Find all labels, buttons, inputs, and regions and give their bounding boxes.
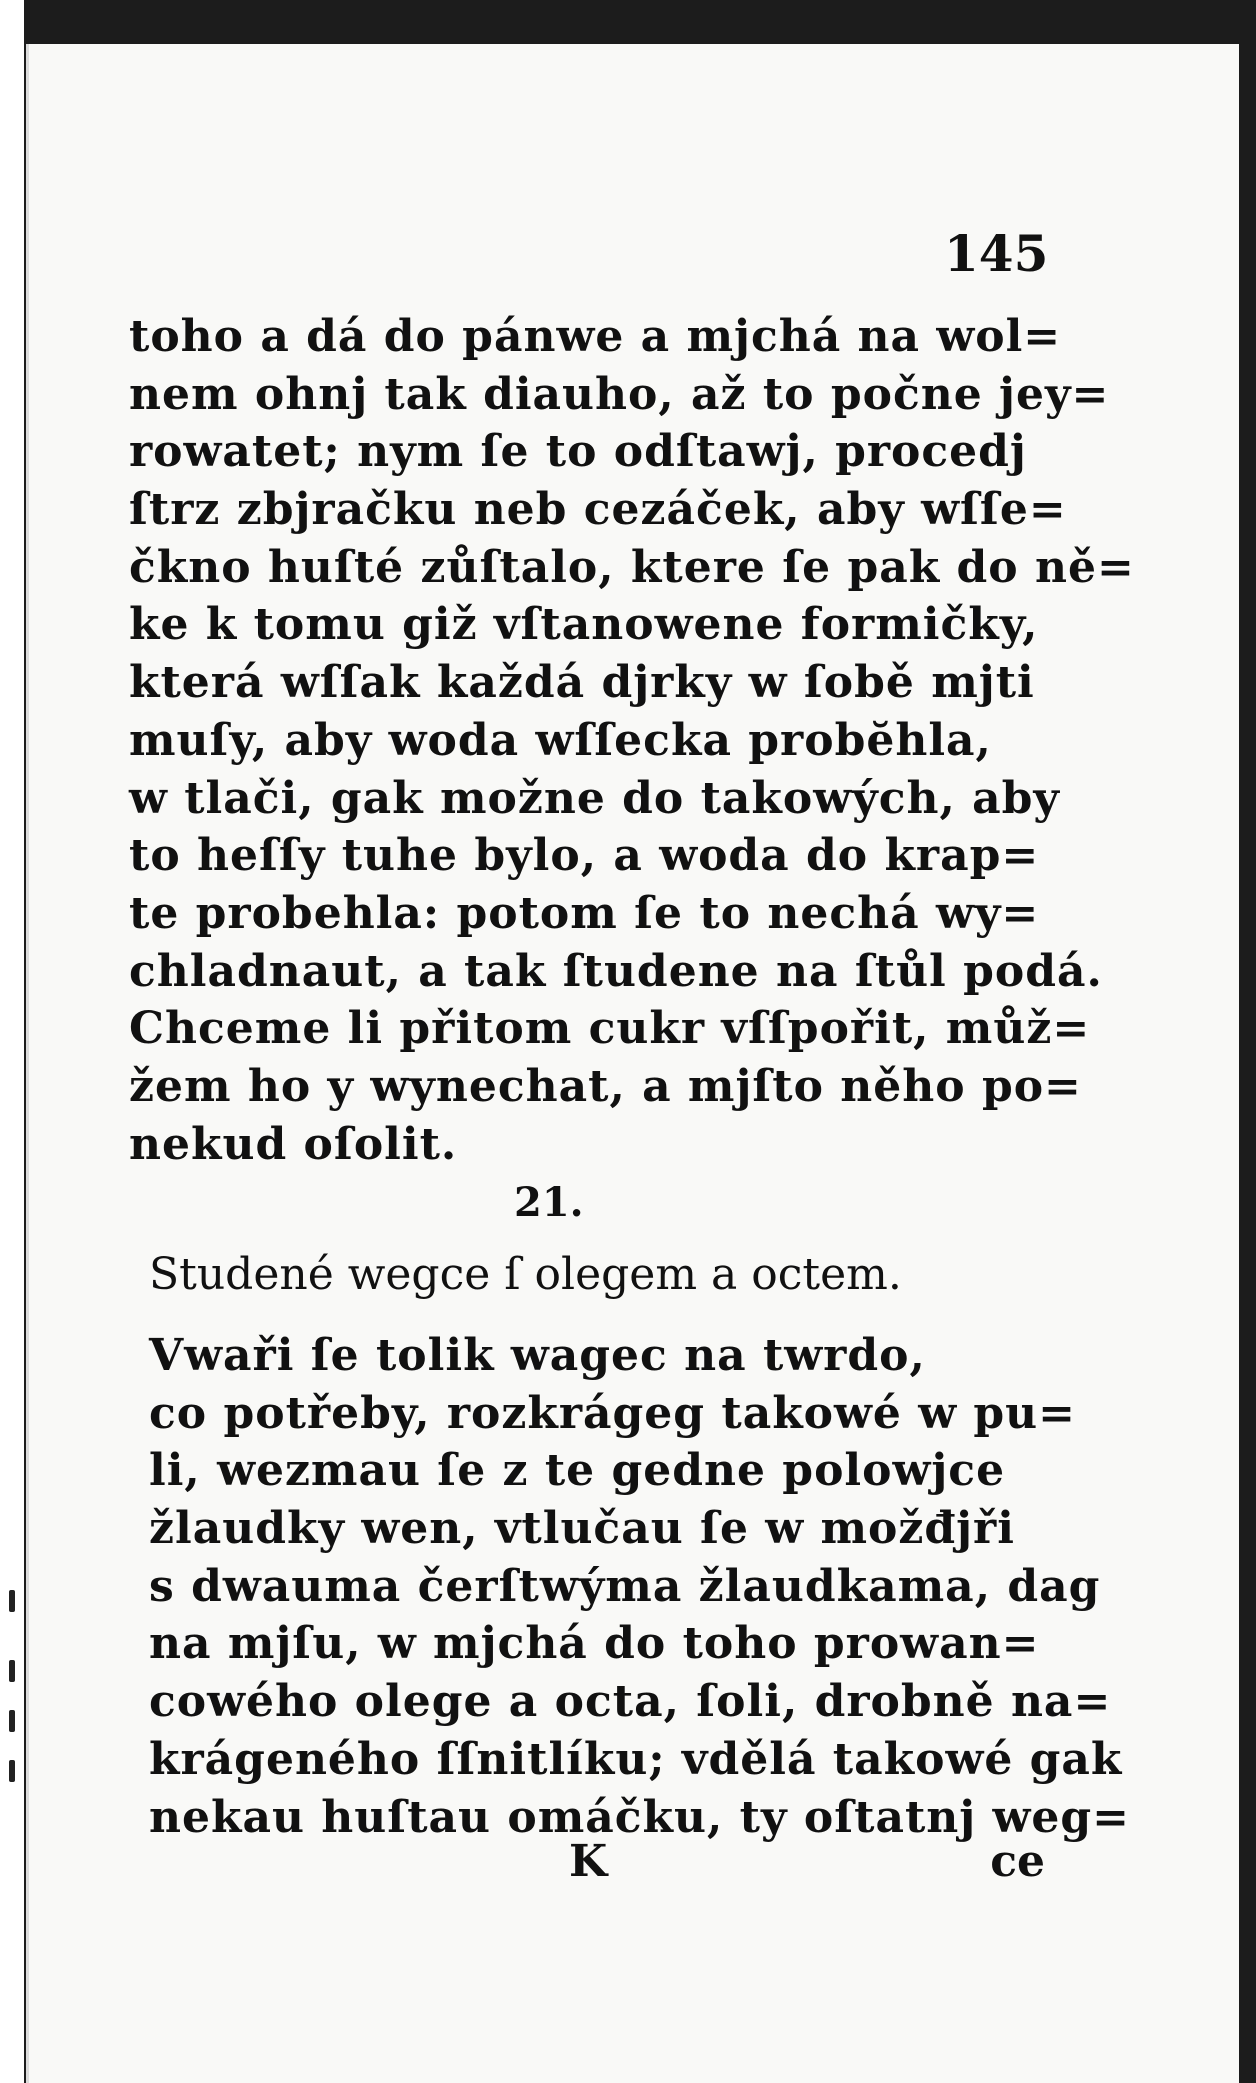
text-line: Chceme li přitom cukr vſſpořit, můž= <box>129 1003 1091 1055</box>
text-line: nem ohnj tak diauho, až to počne jey= <box>129 368 1110 420</box>
text-line: ſtrz zbjračku neb cezáček, aby wſſe= <box>129 484 1067 536</box>
text-line: čkno huſté zůſtalo, ktere ſe pak do ně= <box>129 541 1135 593</box>
text-line: na mjſu, w mjchá do toho prowan= <box>149 1618 1040 1670</box>
section-number: 21. <box>514 1179 584 1226</box>
text-line: muſy, aby woda wſſecka probĕhla, <box>129 714 992 766</box>
text-line: žlaudky wen, vtlučau ſe w možđjři <box>149 1503 1015 1555</box>
margin-speck <box>9 1710 15 1732</box>
section-title: Studené wegce ſ olegem a octem. <box>149 1249 902 1300</box>
text-line: Vwaři ſe tolik wagec na twrdo, <box>149 1330 926 1381</box>
text-line: to heſſy tuhe bylo, a woda do krap= <box>129 830 1040 882</box>
book-page <box>26 44 1239 2083</box>
margin-speck <box>9 1760 15 1782</box>
scan-left-margin <box>0 0 24 2083</box>
text-line: chladnaut, a tak ſtudene na ſtůl podá. <box>129 945 1103 997</box>
text-line: ke k tomu giž vſtanowene formičky, <box>129 599 1039 651</box>
text-line: co potřeby, rozkrágeg takowé w pu= <box>149 1387 1077 1439</box>
text-line: nekau huſtau omáčku, ty oſtatnj weg= <box>149 1791 1131 1843</box>
margin-speck <box>9 1660 15 1682</box>
text-line: která wſſak každá djrky w ſobě mjti <box>129 657 1035 709</box>
recipe-paragraph-2 <box>149 1327 1131 1846</box>
text-line: krágeného ſſnitlíku; vdělá takowé gak <box>149 1733 1123 1785</box>
text-line: toho a dá do pánwe a mjchá na wol= <box>129 311 1062 362</box>
page-number: 145 <box>944 224 1049 283</box>
text-line: cowého olege a octa, ſoli, drobně na= <box>149 1676 1112 1728</box>
margin-speck <box>9 1590 15 1612</box>
recipe-paragraph-1 <box>129 308 1135 1173</box>
text-line: w tlači, gak možne do takowých, aby <box>129 772 1060 824</box>
text-line: žem ho y wynechat, a mjſto něho po= <box>129 1060 1082 1112</box>
text-line: te probehla: potom ſe to nechá wy= <box>129 887 1040 939</box>
text-line: li, wezmau ſe z te gedne polowjce <box>149 1445 1006 1497</box>
text-line: nekud oſolit. <box>129 1118 458 1170</box>
text-line: rowatet; nym ſe to odſtawj, procedj <box>129 426 1027 478</box>
signature-mark: K <box>569 1836 608 1887</box>
catchword: ce <box>990 1836 1045 1887</box>
page-footer <box>149 1836 1069 1896</box>
text-line: s dwauma čerſtwýma žlaudkama, dag <box>149 1560 1101 1612</box>
